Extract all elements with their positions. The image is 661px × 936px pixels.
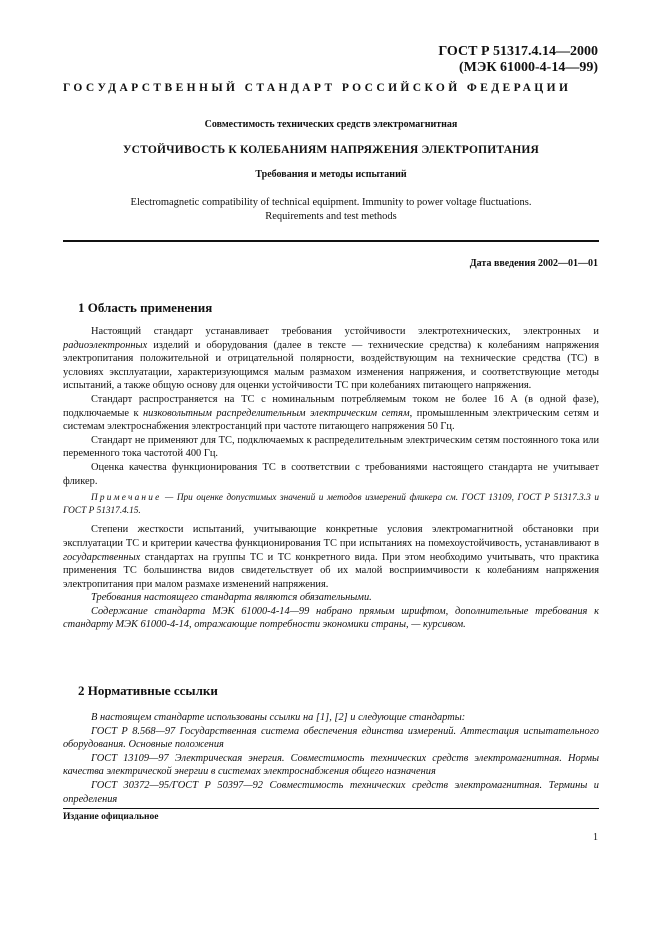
section-1-body (63, 325, 599, 632)
section-2-heading: 2 Нормативные ссылки (78, 683, 218, 698)
page-number: 1 (593, 832, 598, 843)
paragraph: Стандарт не применяют для ТС, подключаемых к распределительным электрическим сетям постоянного тока или переменного тока частотой 400 Гц. (63, 434, 599, 460)
paragraph: Содержание стандарта МЭК 61000-4-14—99 набрано прямым шрифтом, дополнительные требования к стандарту МЭК 61000-4-14, отражающие потребности экономики страны, — курсивом. (63, 605, 599, 631)
note-text: — При оценке допустимых значений и методов измерений фликера см. ГОСТ 13109, ГОСТ Р 51317.3.3 и ГОСТ Р 51317.4.15. (63, 493, 599, 516)
note (63, 492, 599, 517)
title-line-3: Требования и методы испытаний (255, 169, 407, 180)
paragraph: Степени жесткости испытаний, учитывающие конкретные условия электромагнитной обстановки при эксплуатации ТС и критерии качества функционирования ТС при испытаниях на помехоустойчивость, устанавливают в государственных стандартах на группы ТС и ТС конкретного вида. При этом необходимо учитывать, что практика применения ТС большинства видов свидетельствует об их малой восприимчивости к колебаниям напряжения электропитания при малом размахе изменений напряжения. (63, 524, 599, 590)
iec-number: (МЭК 61000-4-14—99) (458, 60, 598, 75)
gost-number: ГОСТ Р 51317.4.14—2000 (438, 44, 598, 59)
reference-item: ГОСТ 30372—95/ГОСТ Р 50397—92 Совместимость технических средств электромагнитная. Термины и определения (63, 779, 599, 805)
section-2-body (63, 711, 599, 806)
reference-item: ГОСТ 13109—97 Электрическая энергия. Совместимость технических средств электромагнитная. Нормы качества электрической энергии в системах электроснабжения общего назначения (63, 752, 599, 778)
paragraph: Настоящий стандарт устанавливает требования устойчивости электротехнических, электронных и радиоэлектронных изделий и оборудования (далее в тексте — технические средства) к колебаниям напряжения электропитания положительной и отрицательной полярности, воздействующим на технические средства (ТС) в условиях эксплуатации, характеризующимся малым размахом изменения напряжения, и соответствующие методы испытаний, а также общую основу для оценки устойчивости ТС при колебаниях питающего напряжения. (63, 326, 599, 392)
title-line-2: УСТОЙЧИВОСТЬ К КОЛЕБАНИЯМ НАПРЯЖЕНИЯ ЭЛЕКТРОПИТАНИЯ (123, 144, 539, 156)
paragraph: Требования настоящего стандарта являются обязательными. (91, 592, 372, 604)
english-title-line-1: Electromagnetic compatibility of technical equipment. Immunity to power voltage fluctuations. (130, 197, 532, 208)
paragraph: Оценка качества функционирования ТС в соответствии с требованиями настоящего стандарта не учитывает фликер. (63, 461, 599, 487)
standard-number-block (438, 44, 598, 76)
federation-heading: ГОСУДАРСТВЕННЫЙ СТАНДАРТ РОССИЙСКОЙ ФЕДЕРАЦИИ (63, 82, 572, 94)
reference-item: ГОСТ Р 8.568—97 Государственная система обеспечения единства измерений. Аттестация испытательного оборудования. Основные положения (63, 725, 599, 751)
title-divider (63, 240, 599, 242)
intro-date: Дата введения 2002—01—01 (469, 258, 598, 269)
footer-divider (63, 808, 599, 809)
note-label: Примечание (91, 493, 162, 504)
paragraph: В настоящем стандарте использованы ссылки на [1], [2] и следующие стандарты: (91, 712, 466, 723)
english-title-line-2: Requirements and test methods (265, 211, 397, 222)
english-title (63, 196, 599, 224)
paragraph: Стандарт распространяется на ТС с номинальным потребляемым током не более 16 А (в одной фазе), подключаемые к низковольтным распределительным электрическим сетям, промышленным электрическим сетям и системам электроснабжения электростанций при частоте питающего напряжения 50 Гц. (63, 393, 599, 433)
section-1-heading: 1 Область применения (78, 300, 213, 315)
title-line-1: Совместимость технических средств электромагнитная (204, 119, 458, 130)
edition-label: Издание официальное (63, 812, 159, 822)
